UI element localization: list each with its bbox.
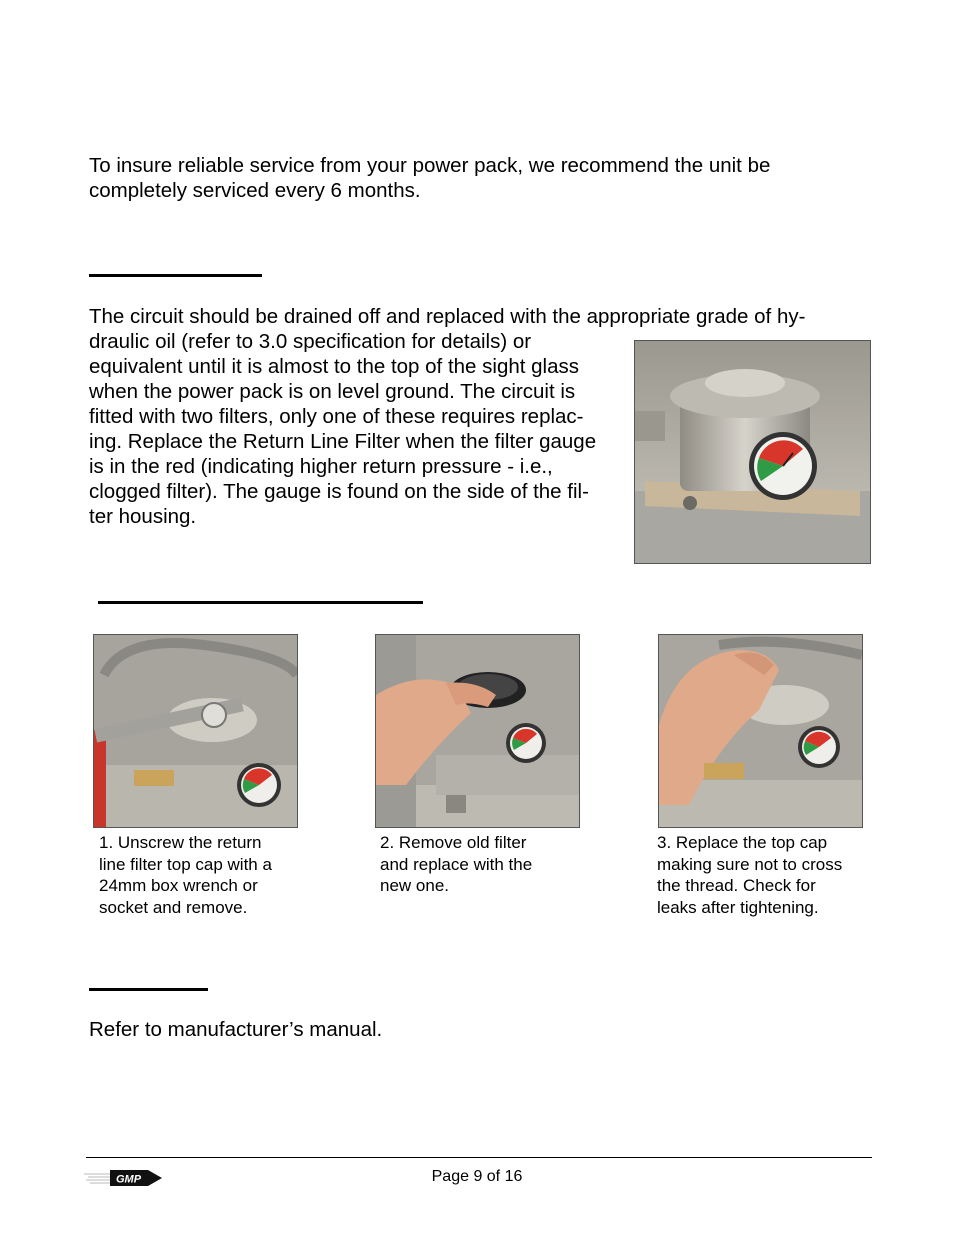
intro-paragraph: To insure reliable service from your power pack, we recommend the unit be completely serviced every 6 months. (89, 154, 771, 202)
oil-line: fitted with two filters, only one of these requires replac- (89, 405, 584, 428)
oil-paragraph-line-1: The circuit should be drained off and replaced with the appropriate grade of hy- (89, 305, 806, 328)
step-1-photo (93, 634, 298, 828)
caption-line: making sure not to cross (657, 854, 843, 874)
caption-line: the thread. Check for (657, 876, 816, 895)
caption-line: 3. Replace the top cap (657, 833, 828, 852)
section-heading-underline (98, 601, 423, 604)
oil-line: ter housing. (89, 505, 197, 528)
oil-line: equivalent until it is almost to the top of the sight glass (89, 355, 579, 378)
step-2-photo (375, 634, 580, 828)
caption-line: new one. (380, 876, 449, 895)
page-number: Page 9 of 16 (431, 1168, 523, 1185)
logo-text: GMP (116, 1173, 142, 1186)
oil-line: clogged filter). The gauge is found on the side of the fil- (89, 480, 589, 503)
step-1-caption (99, 832, 309, 918)
caption-line: line filter top cap with a (99, 854, 272, 874)
caption-line: and replace with the (380, 854, 533, 874)
section-heading-underline (89, 988, 208, 991)
section-heading-underline (89, 274, 262, 277)
caption-line: 24mm box wrench or (99, 876, 258, 895)
step-3-caption (657, 832, 877, 918)
oil-line: is in the red (indicating higher return pressure - i.e., (89, 455, 553, 478)
footer-divider (86, 1157, 872, 1158)
step-3-photo (658, 634, 863, 828)
step-2-caption (380, 832, 590, 897)
caption-line: socket and remove. (99, 897, 248, 917)
oil-line: ing. Replace the Return Line Filter when the filter gauge (89, 430, 597, 453)
caption-line: 1. Unscrew the return (99, 833, 262, 852)
oil-line: when the power pack is on level ground. The circuit is (89, 380, 576, 403)
filter-gauge-photo (634, 340, 871, 564)
oil-line: draulic oil (refer to 3.0 specification for details) or (89, 330, 532, 353)
caption-line: leaks after tightening. (657, 897, 819, 917)
oil-paragraph-body (89, 329, 634, 529)
engine-paragraph: Refer to manufacturer’s manual. (89, 1018, 383, 1041)
caption-line: 2. Remove old filter (380, 833, 527, 852)
